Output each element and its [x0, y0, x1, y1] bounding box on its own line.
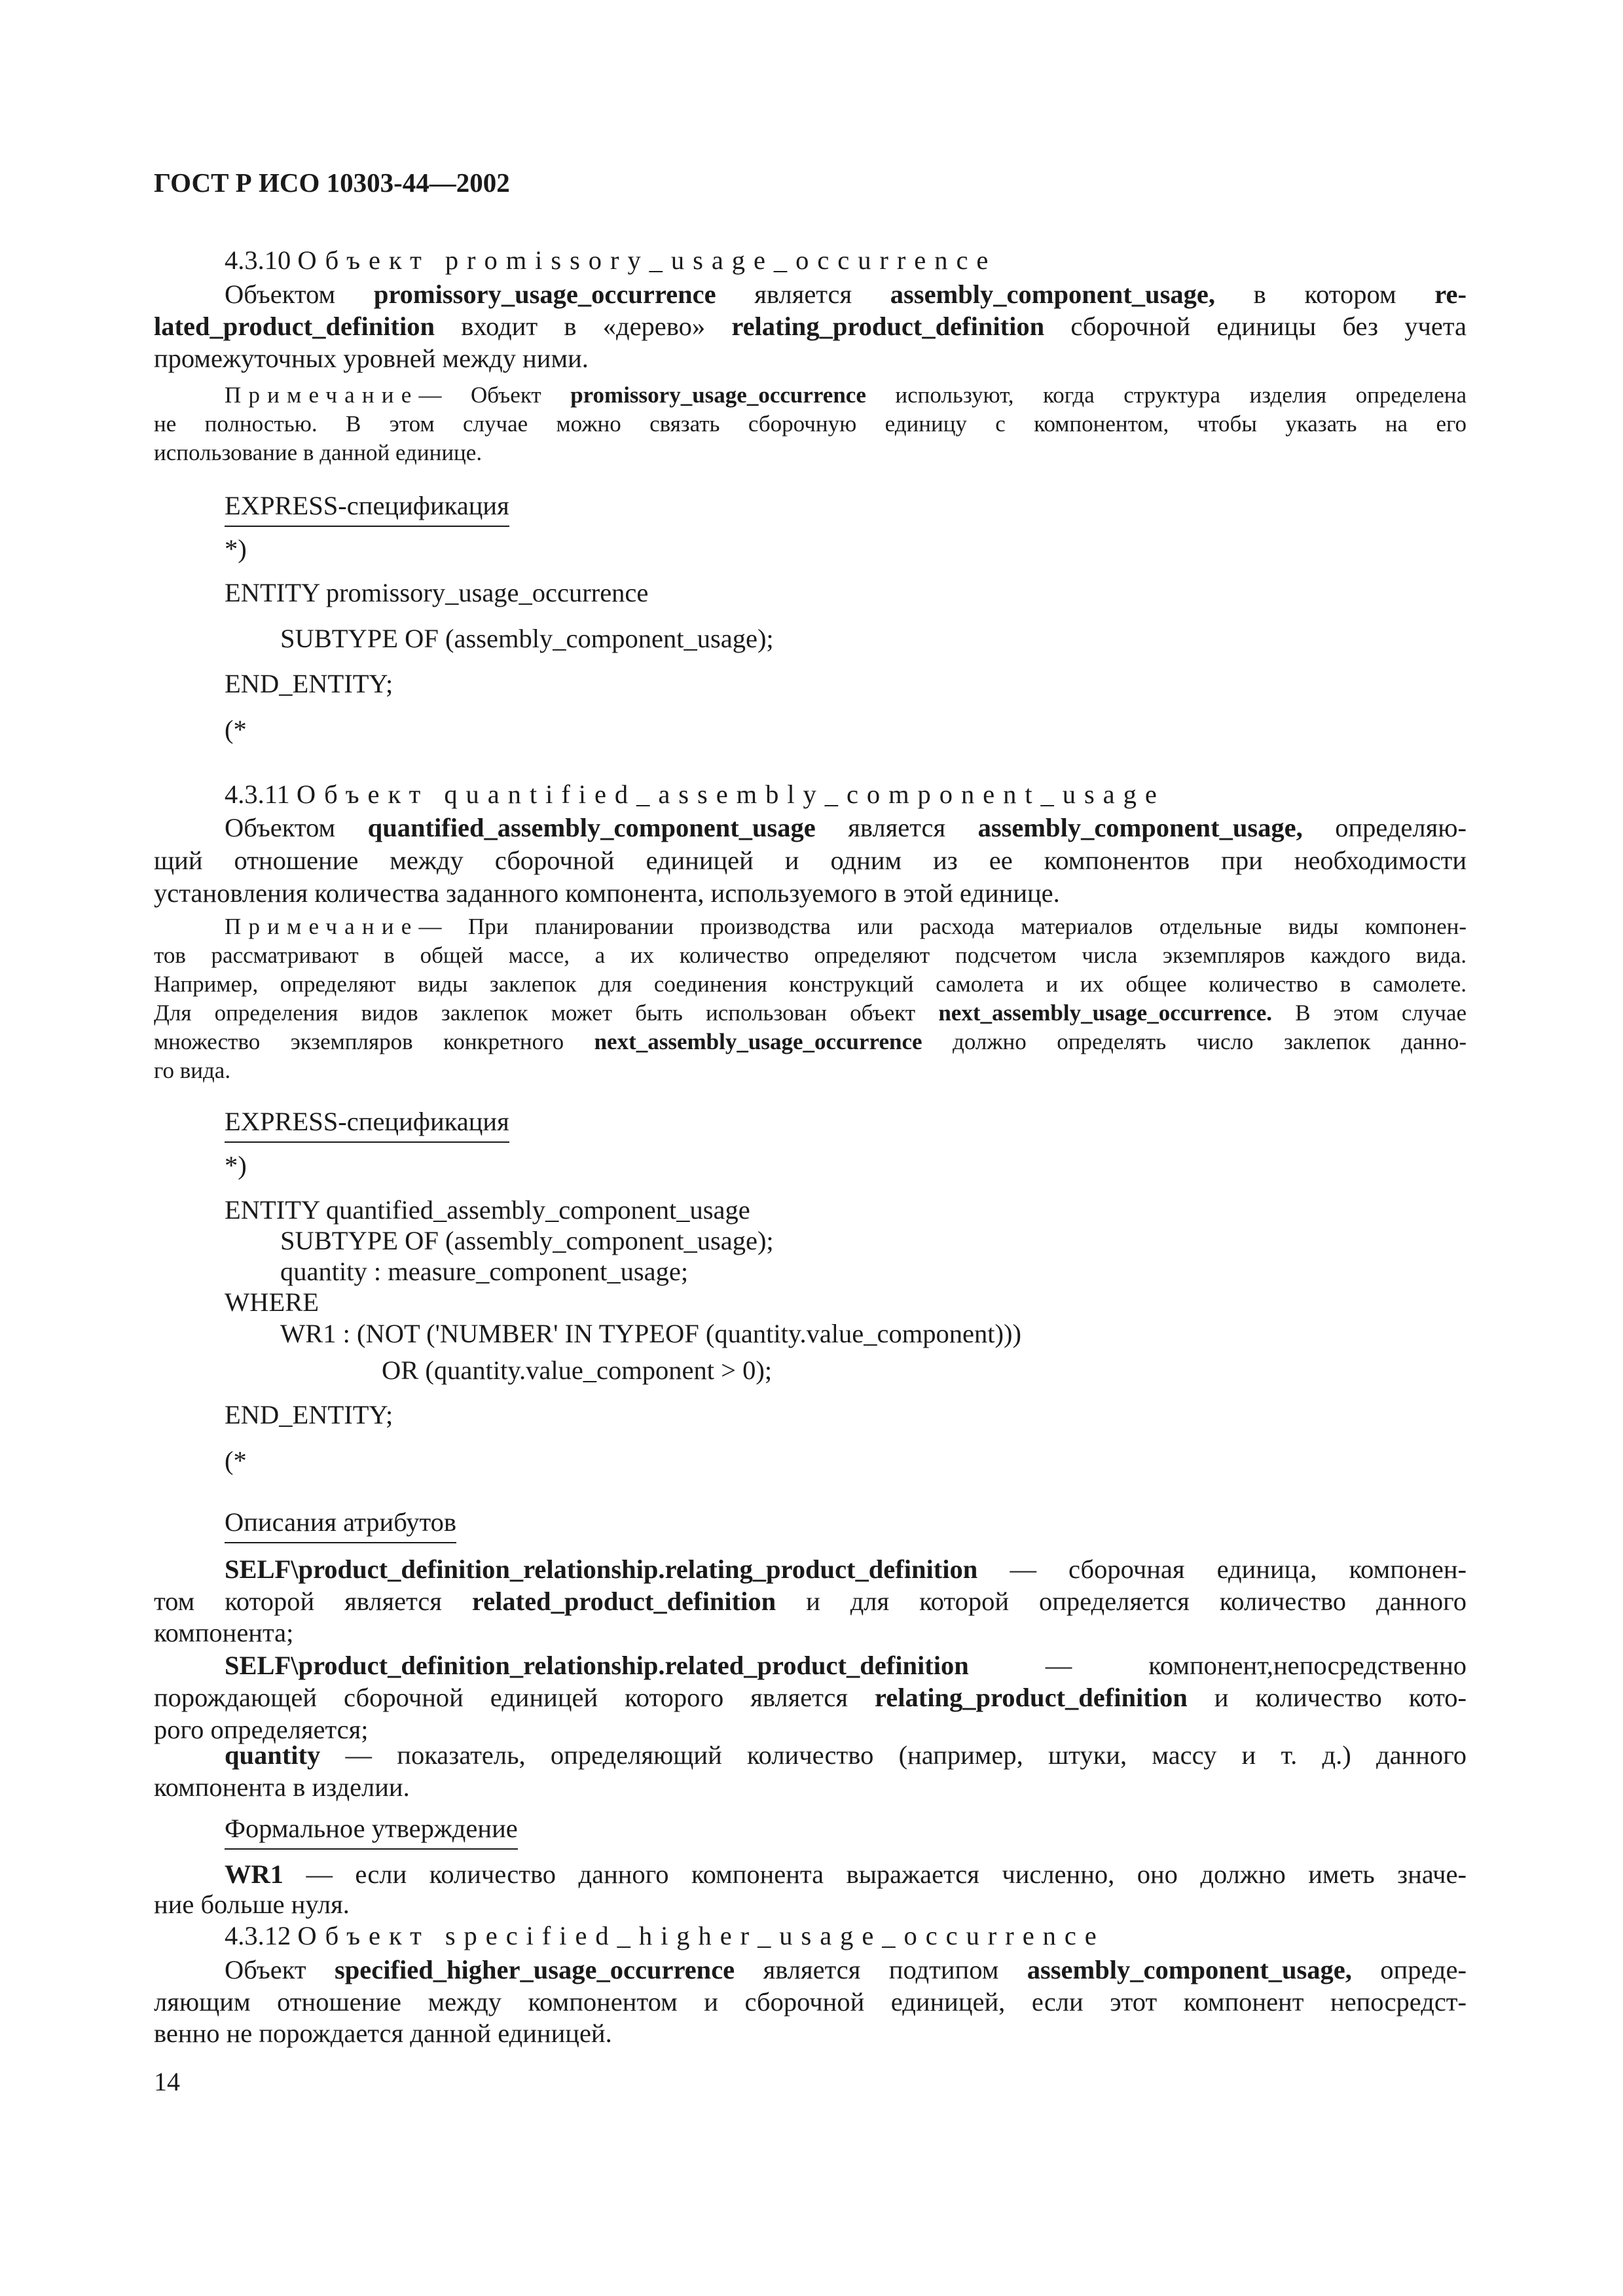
section-4-3-10-paragraph: Объектом promissory_usage_occurrence является assembly_component_usage, в котором re- lated_product_definition входит в «дерево» relating_product_definition сборочной единицы без учета промежуточных уровней между ними. [154, 279, 1467, 373]
code-line: END_ENTITY; [225, 669, 393, 698]
attributes-descriptions: SELF\product_definition_relationship.relating_product_definition — сборочная единица, компонен- том которой является related_product_definition и для которой определяется количество данного компонента; SELF\product_definition_relationship.related_product_definition — компонент,непосредственно порождающей сборочной единицей которого является relating_product_definition и количество кото- рого определяется; [154, 1554, 1467, 1744]
code-line: quantity : measure_component_usage; [280, 1257, 689, 1286]
express-spec-heading-2: EXPRESS-спецификация [225, 1105, 509, 1143]
formal-statement-heading: Формальное утверждение [225, 1812, 518, 1850]
code-line: WR1 : (NOT ('NUMBER' IN TYPEOF (quantity.value_component))) [280, 1319, 1021, 1348]
section-4-3-11-paragraph: Объектом quantified_assembly_component_usage является assembly_component_usage, определяю- щий отношение между сборочной единицей и одним из ее компонентов при необходимости установления количества заданного компонента, используемого в этой единице. [154, 813, 1467, 908]
page-header: ГОСТ Р ИСО 10303-44—2002 [154, 168, 510, 198]
attributes-heading: Описания атрибутов [225, 1505, 456, 1543]
code-line: *) [225, 1151, 247, 1180]
formal-statement-wr1: WR1 — если количество данного компонента выражается численно, оно должно иметь значе- ние больше нуля. [154, 1859, 1467, 1919]
code-line: (* [225, 715, 247, 744]
section-4-3-11-note: Примечание— При планировании производства или расхода материалов отдельные виды компонен- тов рассматривают в общей массе, а их количество определяют подсчетом числа экземпляров каждого вида. Например, определяют виды заклепок для соединения конструкций самолета и их общее количество в самолете. Для определения видов заклепок может быть использован объект next_assembly_usage_occurrence. В этом случае множество экземпляров конкретного next_assembly_usage_occurrence должно определять число заклепок данно- го вида. [154, 914, 1467, 1083]
code-line: OR (quantity.value_component > 0); [382, 1355, 773, 1385]
code-line: END_ENTITY; [225, 1400, 393, 1429]
express-spec-heading-1: EXPRESS-спецификация [225, 489, 509, 527]
code-line: (* [225, 1446, 247, 1475]
code-line: SUBTYPE OF (assembly_component_usage); [280, 624, 774, 653]
code-line: ENTITY quantified_assembly_component_usage [225, 1195, 750, 1225]
section-4-3-12-heading: 4.3.12 Объект specified_higher_usage_occurrence [225, 1921, 1105, 1950]
page-number: 14 [154, 2067, 180, 2096]
section-4-3-10-heading: 4.3.10 Объект promissory_usage_occurrence [225, 245, 997, 275]
code-line: WHERE [225, 1287, 319, 1317]
section-4-3-11-heading: 4.3.11 Объект quantified_assembly_component_usage [225, 780, 1165, 809]
code-line: ENTITY promissory_usage_occurrence [225, 578, 649, 607]
section-4-3-10-note: Примечание— Объект promissory_usage_occurrence используют, когда структура изделия определена не полностью. В этом случае можно связать сборочную единицу с компонентом, чтобы указать на его использование в данной единице. [154, 382, 1467, 465]
attribute-quantity: quantity — показатель, определяющий количество (например, штуки, массу и т. д.) данного компонента в изделии. [154, 1740, 1467, 1802]
code-line: SUBTYPE OF (assembly_component_usage); [280, 1226, 774, 1255]
section-4-3-12-paragraph: Объект specified_higher_usage_occurrence является подтипом assembly_component_usage, опреде- ляющим отношение между компонентом и сборочной единицей, если этот компонент непосредст- венно не порождается данной единицей. [154, 1955, 1467, 2048]
code-line: *) [225, 534, 247, 564]
